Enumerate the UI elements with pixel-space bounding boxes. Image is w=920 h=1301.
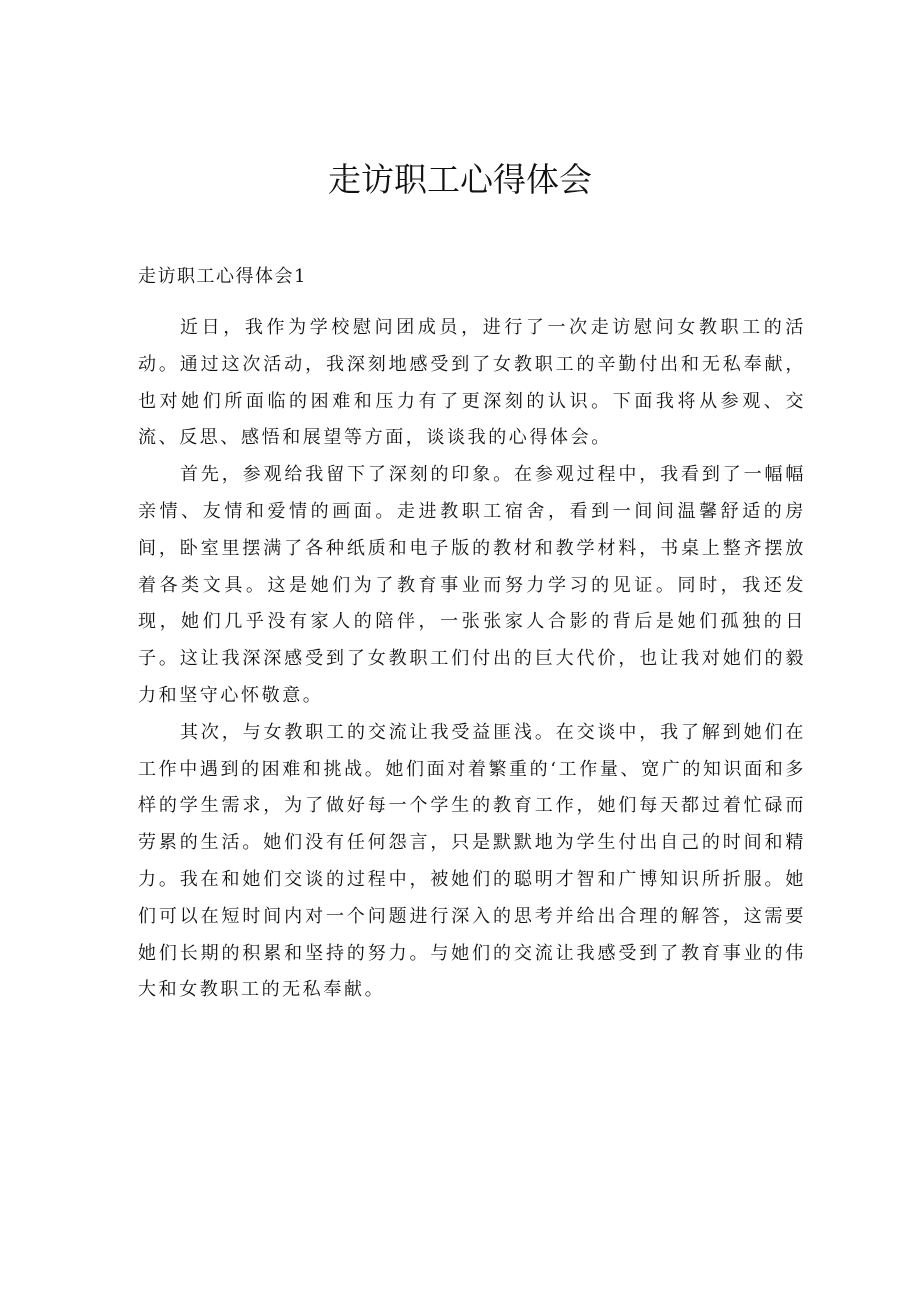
paragraph-exchange: 其次，与女教职工的交流让我受益匪浅。在交谈中，我了解到她们在工作中遇到的困难和挑战。她们面对着繁重的‘工作量、宽广的知识面和多样的学生需求，为了做好每一个学生的教育工作，她们每天都过着忙碌而劳累的生活。她们没有任何怨言，只是默默地为学生付出自己的时间和精力。我在和她们交谈的过程中，被她们的聪明才智和广博知识所折服。她们可以在短时间内对一个问题进行深入的思考并给出合理的解答，这需要她们长期的积累和坚持的努力。与她们的交流让我感受到了教育事业的伟大和女教职工的无私奉献。	[138, 721, 806, 1001]
document-body	[138, 310, 806, 1009]
paragraph-visit: 首先，参观给我留下了深刻的印象。在参观过程中，我看到了一幅幅亲情、友情和爱情的画面。走进教职工宿舍，看到一间间温馨舒适的房间，卧室里摆满了各种纸质和电子版的教材和教学材料，书桌上整齐摆放着各类文具。这是她们为了教育事业而努力学习的见证。同时，我还发现，她们几乎没有家人的陪伴，一张张家人合影的背后是她们孤独的日子。这让我深深感受到了女教职工们付出的巨大代价，也让我对她们的毅力和坚守心怀敬意。	[138, 464, 806, 706]
section-heading: 走访职工心得体会1	[138, 266, 307, 287]
document-title: 走访职工心得体会	[328, 160, 592, 199]
paragraph-intro: 近日，我作为学校慰问团成员，进行了一次走访慰问女教职工的活动。通过这次活动，我深刻地感受到了女教职工的辛勤付出和无私奉献，也对她们所面临的困难和压力有了更深刻的认识。下面我将从参观、交流、反思、感悟和展望等方面，谈谈我的心得体会。	[138, 317, 806, 449]
